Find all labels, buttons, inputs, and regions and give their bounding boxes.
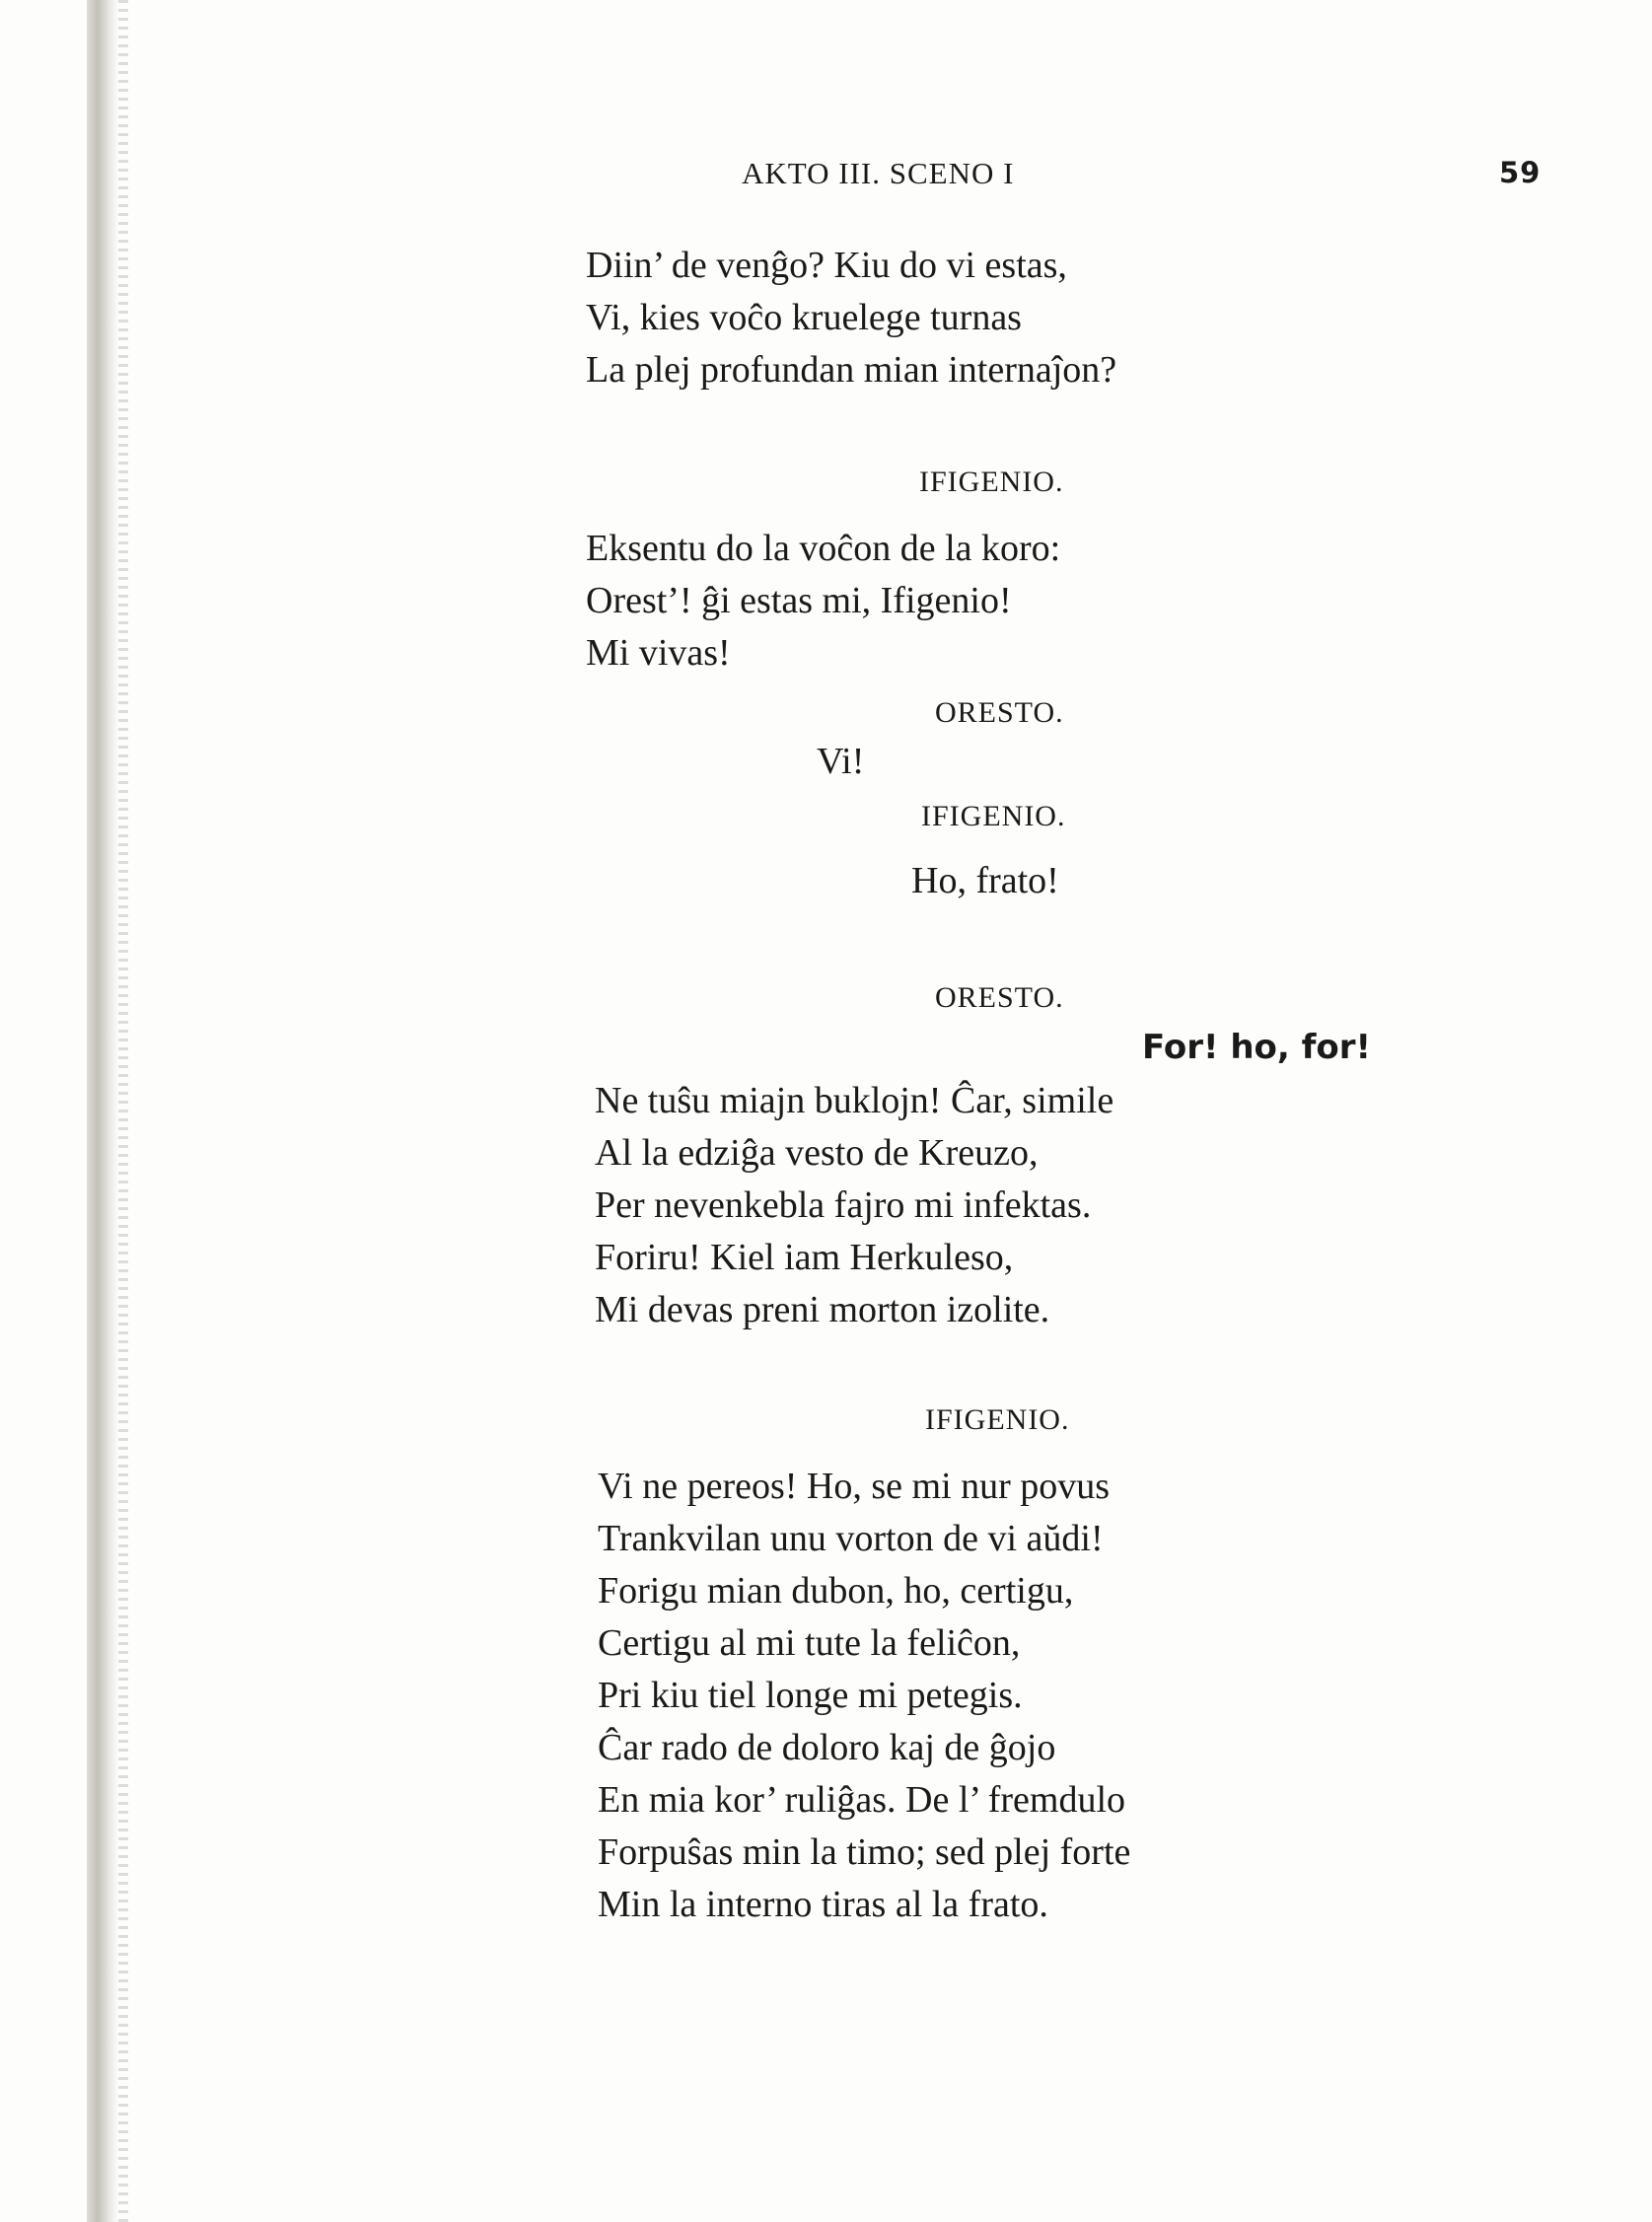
verse-line: La plej profundan mian internaĵon? xyxy=(586,349,1117,391)
page-edge-shadow xyxy=(87,0,118,2222)
page-header xyxy=(0,156,1652,195)
speaker-name: ORESTO. xyxy=(935,981,1064,1014)
speaker-name: ORESTO. xyxy=(935,696,1064,729)
verse-line: Trankvilan unu vorton de vi aŭdi! xyxy=(598,1518,1104,1559)
verse-line: En mia kor’ ruliĝas. De l’ fremdulo xyxy=(598,1779,1126,1821)
speaker-name: IFIGENIO. xyxy=(925,1403,1070,1436)
verse-line: Mi devas preni morton izolite. xyxy=(595,1289,1050,1330)
speaker-name: IFIGENIO. xyxy=(919,466,1064,498)
verse-line: Ne tuŝu miajn buklojn! Ĉar, simile xyxy=(595,1080,1114,1121)
verse-line: Foriru! Kiel iam Herkuleso, xyxy=(595,1237,1014,1278)
verse-line: Min la interno tiras al la frato. xyxy=(598,1884,1048,1925)
verse-line: Vi! xyxy=(817,741,865,782)
verse-line: Per nevenkebla fajro mi infektas. xyxy=(595,1184,1092,1226)
running-head: AKTO III. SCENO I xyxy=(742,156,1015,190)
verse-line: Mi vivas! xyxy=(586,632,731,674)
page-edge-texture xyxy=(118,0,128,2222)
verse-line: Ho, frato! xyxy=(911,860,1059,901)
verse-line: For! ho, for! xyxy=(1142,1028,1372,1067)
verse-line: Orest’! ĝi estas mi, Ifigenio! xyxy=(586,580,1012,621)
verse-line: Al la edziĝa vesto de Kreuzo, xyxy=(595,1132,1039,1174)
verse-line: Forpuŝas min la timo; sed plej forte xyxy=(598,1831,1131,1873)
page-number: 59 xyxy=(1499,156,1542,189)
verse-line: Pri kiu tiel longe mi petegis. xyxy=(598,1675,1023,1716)
verse-line: Eksentu do la voĉon de la koro: xyxy=(586,528,1061,569)
verse-line: Ĉar rado de doloro kaj de ĝojo xyxy=(598,1727,1056,1768)
speaker-name: IFIGENIO. xyxy=(921,800,1066,832)
verse-line: Forigu mian dubon, ho, certigu, xyxy=(598,1570,1074,1612)
verse-line: Vi ne pereos! Ho, se mi nur povus xyxy=(598,1466,1111,1507)
verse-line: Vi, kies voĉo kruelege turnas xyxy=(586,297,1022,338)
verse-line: Diin’ de venĝo? Kiu do vi estas, xyxy=(586,245,1067,286)
verse-line: Certigu al mi tute la feliĉon, xyxy=(598,1622,1021,1664)
